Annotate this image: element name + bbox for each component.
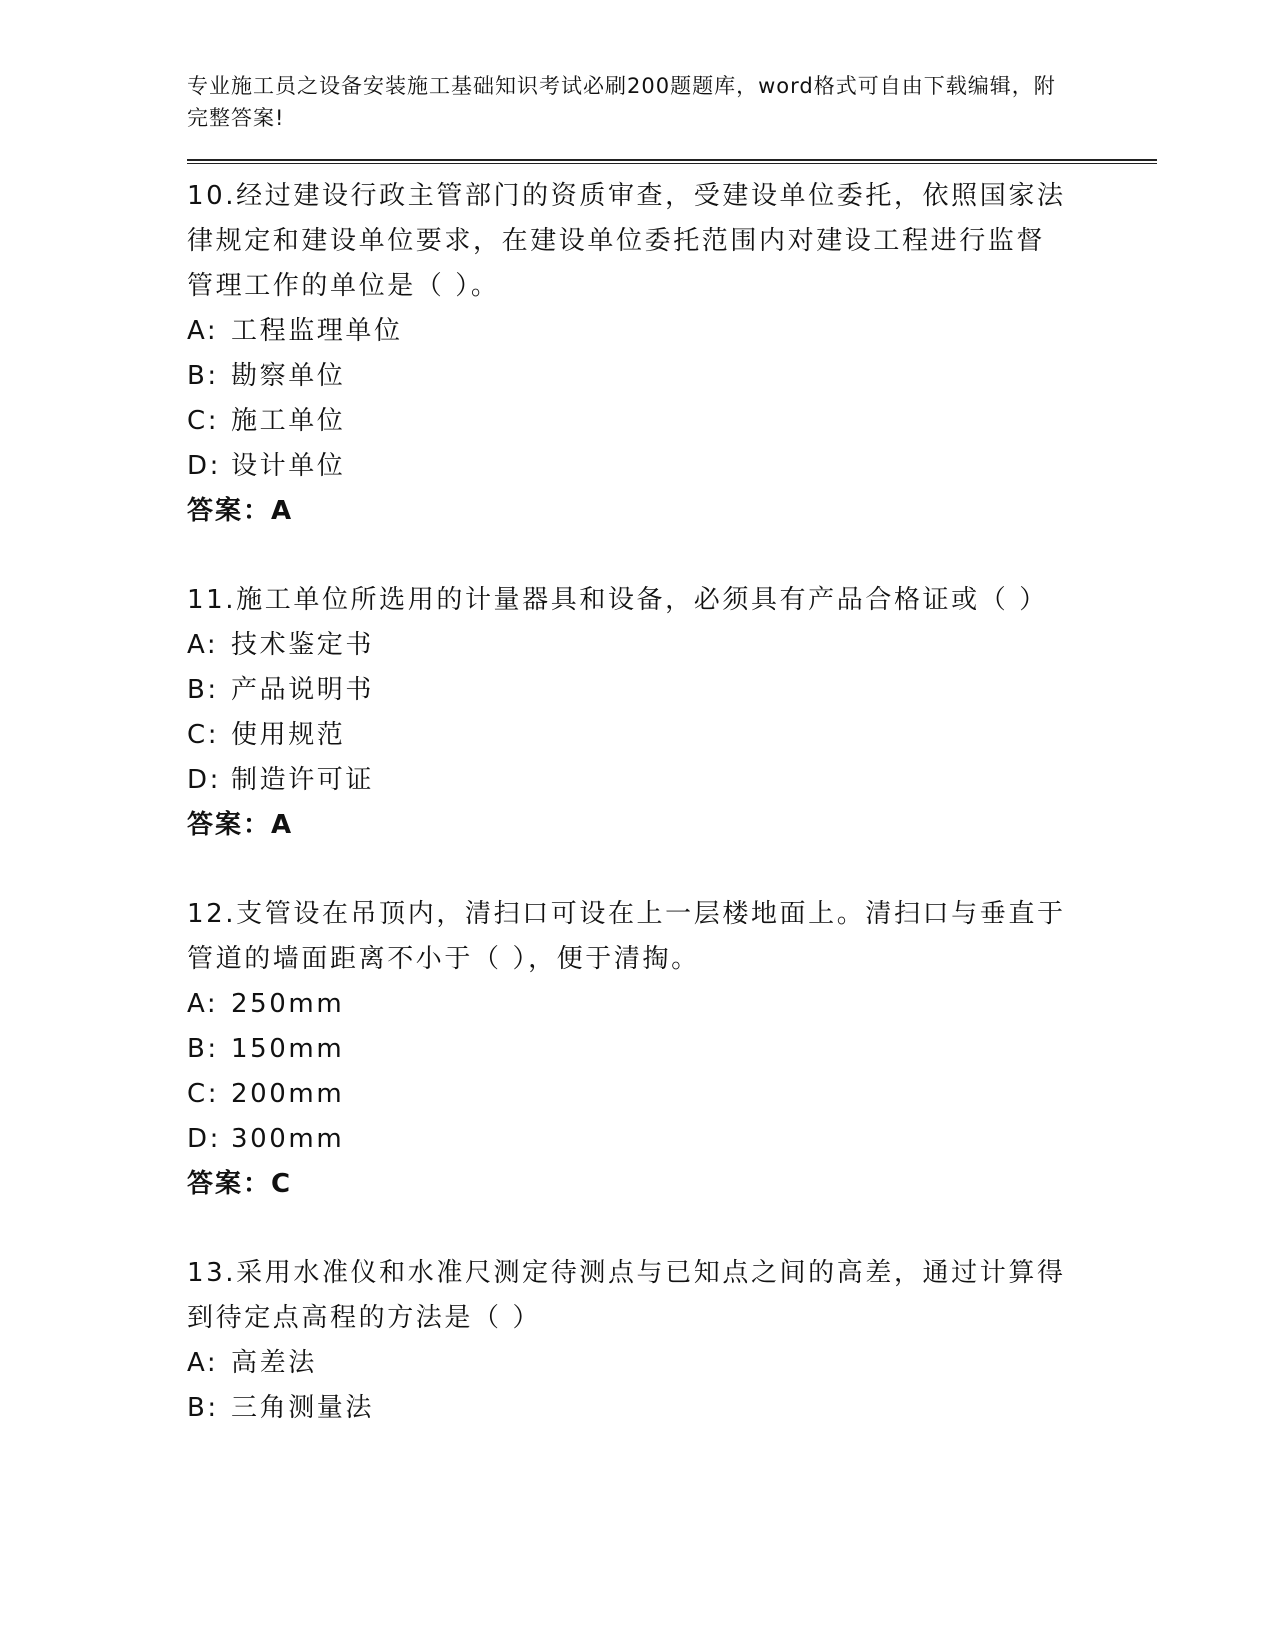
- answer-value: C: [271, 1169, 293, 1199]
- option-text: 200mm: [231, 1079, 345, 1109]
- question-stem: 11.施工单位所选用的计量器具和设备，必须具有产品合格证或（ ）: [187, 585, 1048, 615]
- option-text: 150mm: [231, 1034, 345, 1064]
- option-d: [187, 758, 1157, 803]
- option-text: 产品说明书: [231, 675, 375, 705]
- document-page: [187, 70, 1157, 1475]
- option-b: [187, 1386, 1157, 1431]
- option-text: 制造许可证: [231, 765, 375, 795]
- option-text: 技术鉴定书: [231, 630, 375, 660]
- question-list: [187, 174, 1157, 1431]
- option-letter: D:: [187, 451, 221, 481]
- answer-line: [187, 1162, 1157, 1207]
- question-item: [187, 1251, 1157, 1431]
- option-text: 三角测量法: [231, 1393, 375, 1423]
- option-letter: A:: [187, 989, 219, 1019]
- option-letter: D:: [187, 765, 221, 795]
- option-b: [187, 1027, 1157, 1072]
- option-letter: B:: [187, 1034, 219, 1064]
- option-letter: C:: [187, 1079, 220, 1109]
- option-text: 250mm: [231, 989, 345, 1019]
- option-b: [187, 668, 1157, 713]
- option-text: 设计单位: [231, 451, 346, 481]
- option-c: [187, 713, 1157, 758]
- option-text: 使用规范: [231, 720, 346, 750]
- option-text: 勘察单位: [231, 361, 346, 391]
- answer-line: [187, 489, 1157, 534]
- answer-value: A: [271, 496, 294, 526]
- answer-line: [187, 803, 1157, 848]
- option-letter: B:: [187, 1393, 219, 1423]
- option-letter: C:: [187, 720, 220, 750]
- answer-prefix: 答案：: [187, 1169, 272, 1199]
- option-letter: B:: [187, 675, 219, 705]
- question-stem: 13.采用水准仪和水准尺测定待测点与已知点之间的高差，通过计算得到待定点高程的方法是（ ）: [187, 1258, 1066, 1333]
- option-letter: A:: [187, 1348, 219, 1378]
- question-stem: 10.经过建设行政主管部门的资质审查，受建设单位委托，依照国家法律规定和建设单位要求，在建设单位委托范围内对建设工程进行监督管理工作的单位是（ ）。: [187, 181, 1066, 301]
- document-header: 专业施工员之设备安装施工基础知识考试必刷200题题库，word格式可自由下载编辑，附完整答案!: [187, 74, 1056, 130]
- option-letter: A:: [187, 316, 219, 346]
- option-c: [187, 399, 1157, 444]
- answer-value: A: [271, 810, 294, 840]
- option-c: [187, 1072, 1157, 1117]
- option-a: [187, 309, 1157, 354]
- option-letter: A:: [187, 630, 219, 660]
- answer-prefix: 答案：: [187, 810, 272, 840]
- option-letter: D:: [187, 1124, 221, 1154]
- option-text: 施工单位: [231, 406, 346, 436]
- option-a: [187, 1341, 1157, 1386]
- option-text: 工程监理单位: [231, 316, 403, 346]
- option-b: [187, 354, 1157, 399]
- option-letter: B:: [187, 361, 219, 391]
- question-item: [187, 174, 1157, 534]
- question-item: [187, 578, 1157, 848]
- question-stem: 12.支管设在吊顶内，清扫口可设在上一层楼地面上。清扫口与垂直于管道的墙面距离不小于（ ），便于清掏。: [187, 899, 1066, 974]
- option-d: [187, 1117, 1157, 1162]
- header-divider: [187, 159, 1157, 164]
- question-item: [187, 892, 1157, 1207]
- option-text: 300mm: [231, 1124, 345, 1154]
- option-letter: C:: [187, 406, 220, 436]
- option-a: [187, 982, 1157, 1027]
- option-text: 高差法: [231, 1348, 317, 1378]
- option-d: [187, 444, 1157, 489]
- answer-prefix: 答案：: [187, 496, 272, 526]
- option-a: [187, 623, 1157, 668]
